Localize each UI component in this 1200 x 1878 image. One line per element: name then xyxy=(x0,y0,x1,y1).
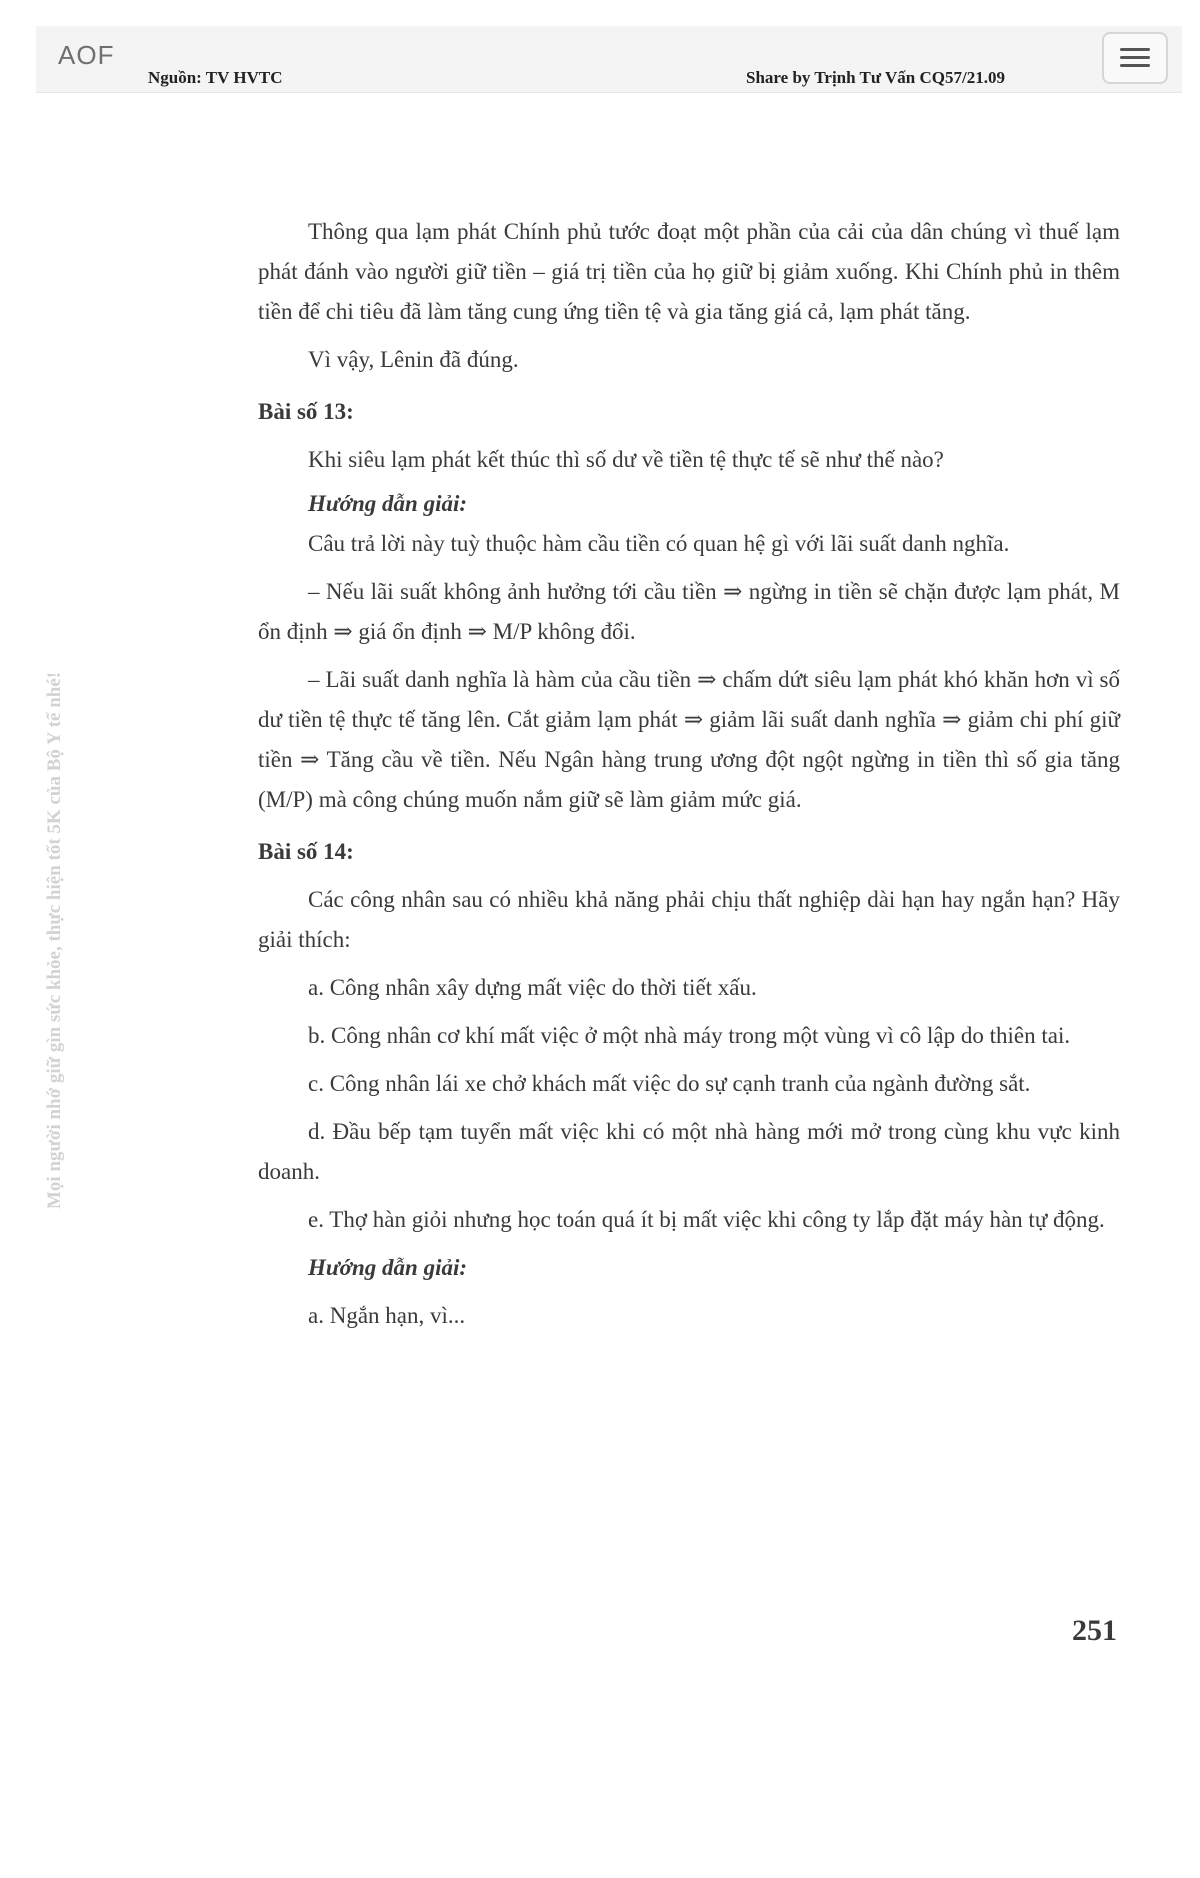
list-item: a. Công nhân xây dựng mất việc do thời tiết xấu. xyxy=(308,975,757,1000)
list-item: e. Thợ hàn giỏi nhưng học toán quá ít bị mất việc khi công ty lắp đặt máy hàn tự động. xyxy=(308,1207,1105,1232)
paragraph: – Lãi suất danh nghĩa là hàm của cầu tiền ⇒ chấm dứt siêu lạm phát khó khăn hơn vì số dư tiền tệ thực tế tăng lên. Cắt giảm lạm phát ⇒ giảm lãi suất danh nghĩa ⇒ giảm chi phí giữ tiền ⇒ Tăng cầu về tiền. Nếu Ngân hàng trung ương đột ngột ngừng in tiền thì số gia tăng (M/P) mà công chúng muốn nắm giữ sẽ làm giảm mức giá. xyxy=(258,667,1120,812)
document-body xyxy=(258,212,1120,1336)
exercise-13-question: Khi siêu lạm phát kết thúc thì số dư về tiền tệ thực tế sẽ như thế nào? xyxy=(308,447,944,472)
list-item: b. Công nhân cơ khí mất việc ở một nhà máy trong một vùng vì cô lập do thiên tai. xyxy=(308,1023,1071,1048)
side-watermark: Mọi người nhớ giữ gìn sức khỏe, thực hiện tốt 5K của Bộ Y tế nhé! xyxy=(44,671,65,1209)
exercise-13-heading: Bài số 13: xyxy=(258,399,354,424)
list-item: c. Công nhân lái xe chở khách mất việc do sự cạnh tranh của ngành đường sắt. xyxy=(308,1071,1031,1096)
header-source: Nguồn: TV HVTC xyxy=(148,68,283,87)
exercise-14-question: Các công nhân sau có nhiều khả năng phải chịu thất nghiệp dài hạn hay ngắn hạn? Hãy giải thích: xyxy=(258,887,1120,952)
list-item: a. Ngắn hạn, vì... xyxy=(308,1303,466,1328)
exercise-14-guide-heading: Hướng dẫn giải: xyxy=(308,1255,468,1280)
paragraph: Câu trả lời này tuỳ thuộc hàm cầu tiền có quan hệ gì với lãi suất danh nghĩa. xyxy=(308,531,1010,556)
aof-logo[interactable]: AOF xyxy=(58,40,115,70)
paragraph: – Nếu lãi suất không ảnh hưởng tới cầu tiền ⇒ ngừng in tiền sẽ chặn được lạm phát, M ổn định ⇒ giá ổn định ⇒ M/P không đổi. xyxy=(258,579,1120,644)
exercise-14-heading: Bài số 14: xyxy=(258,839,354,864)
list-item: d. Đầu bếp tạm tuyển mất việc khi có một nhà hàng mới mở trong cùng khu vực kinh doanh. xyxy=(258,1119,1120,1184)
paragraph: Thông qua lạm phát Chính phủ tước đoạt một phần của cải của dân chúng vì thuế lạm phát đánh vào người giữ tiền – giá trị tiền của họ giữ bị giảm xuống. Khi Chính phủ in thêm tiền để chi tiêu đã làm tăng cung ứng tiền tệ và gia tăng giá cả, lạm phát tăng. xyxy=(258,219,1120,324)
header-share: Share by Trịnh Tư Vấn CQ57/21.09 xyxy=(746,68,1005,87)
page-number: 251 xyxy=(1072,1614,1117,1647)
exercise-13-guide-heading: Hướng dẫn giải: xyxy=(308,491,468,516)
menu-button[interactable] xyxy=(1102,32,1168,84)
paragraph: Vì vậy, Lênin đã đúng. xyxy=(308,347,519,372)
hamburger-menu-icon xyxy=(1120,48,1150,51)
